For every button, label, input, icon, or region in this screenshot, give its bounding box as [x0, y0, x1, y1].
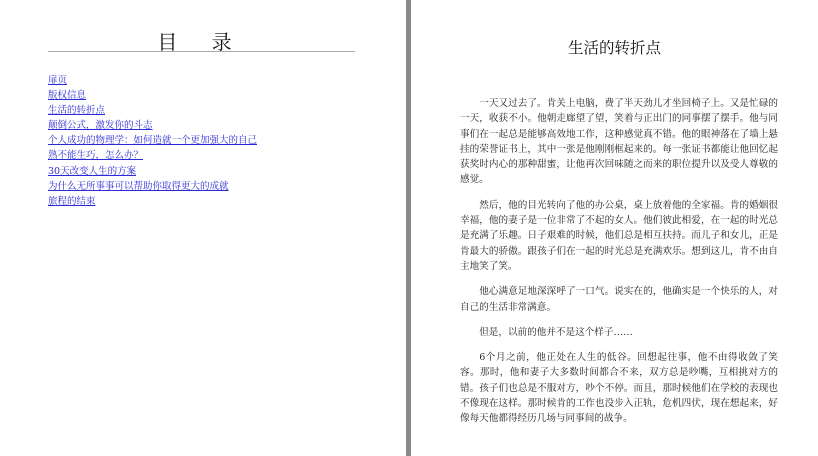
- toc-item: [48, 73, 257, 88]
- toc-title: 目 录: [157, 30, 246, 54]
- toc-link-success-physics[interactable]: 个人成功的物理学：如何造就一个更加强大的自己: [48, 135, 258, 147]
- toc-item: [48, 88, 257, 103]
- toc-link-30-day-plan[interactable]: 30天改变人生的方案: [48, 165, 137, 177]
- toc-item: [48, 118, 257, 133]
- chapter-paragraph: 他心满意足地深深呼了一口气。说实在的，他确实是一个快乐的人，对自己的生活非常满意。: [460, 286, 778, 313]
- toc-list: [48, 73, 257, 209]
- toc-item: [48, 103, 257, 118]
- chapter-paragraph: 一天又过去了。肯关上电脑，费了半天劲儿才坐回椅子上。又是忙碌的一天，收获不小。他朝走廊望了望，笑着与正出门的同事摆了摆手。他与同事们在一起总是能够高效地工作，这种感觉真不错。他的眼神落在了墙上悬挂的荣誉证书上，其中一张是他刚刚框起来的。每一张证书都能让他回忆起获奖时内心的那种甜蜜，让他再次回味随之而来的职位提升以及受人尊敬的感觉。: [460, 98, 778, 186]
- toc-item: [48, 133, 257, 148]
- toc-divider: [48, 51, 355, 52]
- toc-link-journey-end[interactable]: 旅程的结束: [48, 195, 96, 207]
- toc-link-reverse-formula[interactable]: 颠倒公式，激发你的斗志: [48, 120, 153, 132]
- toc-item: [48, 194, 257, 209]
- toc-link-title-page[interactable]: 扉页: [48, 75, 68, 86]
- toc-link-practice[interactable]: 熟不能生巧，怎么办？: [48, 150, 144, 162]
- toc-link-idleness[interactable]: 为什么无所事事可以帮助你取得更大的成就: [48, 180, 229, 192]
- toc-link-turning-point[interactable]: 生活的转折点: [48, 105, 106, 117]
- chapter-body: [460, 96, 778, 437]
- chapter-title: 生活的转折点: [567, 39, 661, 57]
- toc-link-copyright[interactable]: 版权信息: [48, 90, 87, 102]
- chapter-paragraph: 但是，以前的他并不是这个样子……: [479, 326, 633, 338]
- toc-item: [48, 164, 257, 179]
- toc-item: [48, 179, 257, 194]
- chapter-page: [411, 0, 818, 456]
- chapter-paragraph: 然后，他的目光转向了他的办公桌，桌上放着他的全家福。肯的婚姻很幸福，他的妻子是一位非常了不起的女人。他们彼此相爱，在一起的时光总是充满了乐趣。日子艰难的时候，他们总是相互扶持。而儿子和女儿，正是肯最大的骄傲。跟孩子们在一起的时光总是充满欢乐。想到这儿，肯不由自主地笑了笑。: [460, 199, 778, 272]
- chapter-paragraph: 6个月之前，他正处在人生的低谷。回想起往事，他不由得收敛了笑容。那时，他和妻子大多数时间都合不来，双方总是吵嘴，互相挑对方的错。孩子们也总是不服对方，吵个不停。而且，那时候他们在学校的表现也不像现在这样。那时候肯的工作也没步入正轨，危机四伏，现在想起来，好像每天他都得经历几场与同事间的战争。: [460, 352, 778, 425]
- toc-item: [48, 148, 257, 163]
- toc-page: [0, 0, 406, 456]
